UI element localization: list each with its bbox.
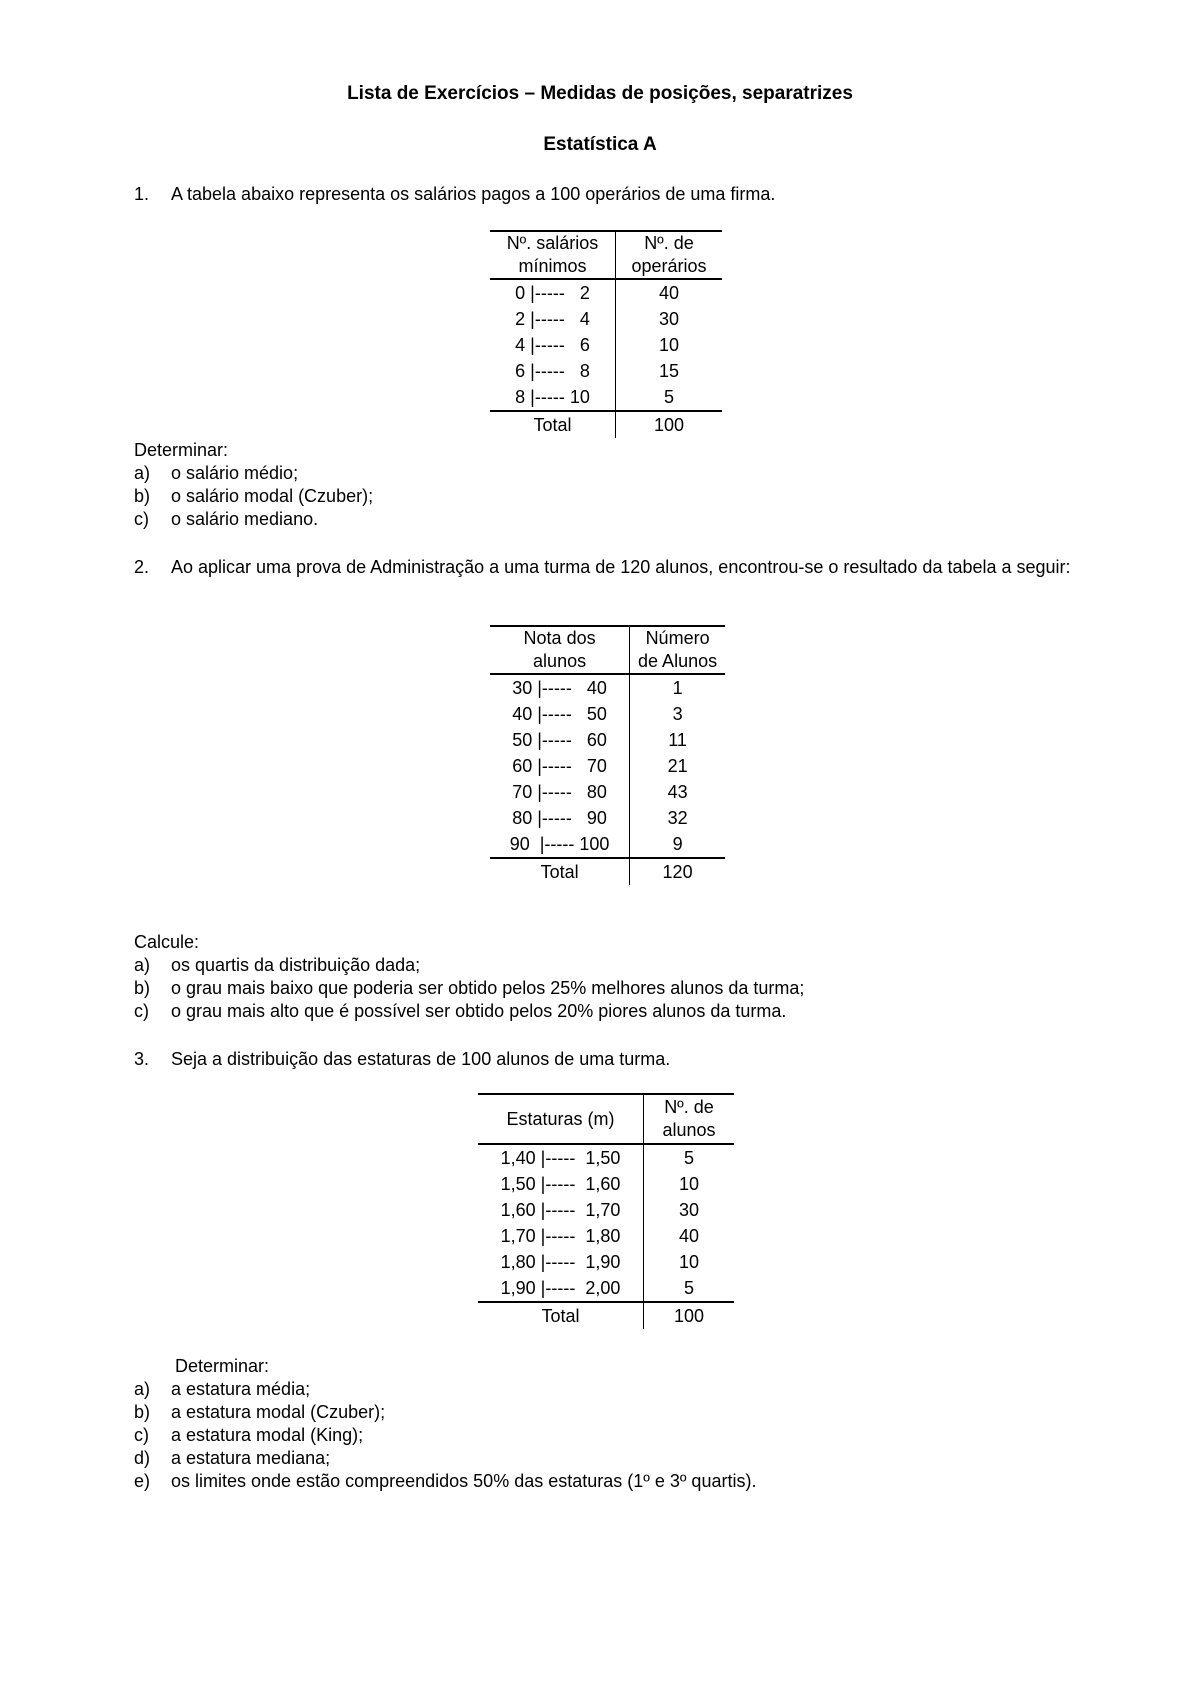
table-row bbox=[490, 358, 722, 384]
question-prompt: Calcule: bbox=[134, 932, 200, 952]
table-header-cell: Nº. salários mínimos bbox=[490, 231, 616, 279]
table-total-label: Total bbox=[490, 858, 630, 885]
question-number: 1. bbox=[134, 184, 150, 204]
table-total-label: Total bbox=[490, 411, 616, 438]
question-prompt: Determinar: bbox=[134, 440, 229, 460]
table-header-cell: Estaturas (m) bbox=[478, 1094, 644, 1144]
table-row bbox=[478, 1197, 734, 1223]
table-total-value: 120 bbox=[662, 862, 693, 882]
table-cell: 2 |----- 4 bbox=[490, 306, 616, 332]
table-cell: 80 |----- 90 bbox=[490, 805, 630, 831]
table-cell: 1,90 |----- 2,00 bbox=[478, 1275, 644, 1302]
item-label: b) bbox=[134, 486, 151, 506]
table-total-value: 100 bbox=[673, 1306, 705, 1326]
table-total-row bbox=[478, 1302, 734, 1329]
table-row bbox=[490, 332, 722, 358]
table-row bbox=[490, 701, 725, 727]
table-row bbox=[490, 674, 725, 701]
question-prompt: Determinar: bbox=[175, 1356, 270, 1376]
table-row bbox=[490, 306, 722, 332]
item-text: o grau mais alto que é possível ser obtido pelos 20% piores alunos da turma. bbox=[171, 1001, 787, 1021]
table-header-row bbox=[490, 626, 725, 674]
document-title: Lista de Exercícios – Medidas de posições, separatrizes bbox=[347, 83, 853, 104]
item-label: b) bbox=[134, 1402, 151, 1422]
item-text: a estatura mediana; bbox=[171, 1448, 331, 1468]
table-cell: 1,60 |----- 1,70 bbox=[478, 1197, 644, 1223]
table-header-cell: Nº. de alunos bbox=[662, 1097, 716, 1140]
question-text: Seja a distribuição das estaturas de 100 alunos de uma turma. bbox=[171, 1049, 671, 1069]
item-text: a estatura média; bbox=[171, 1379, 311, 1399]
table-total-row bbox=[490, 411, 722, 438]
question-number: 2. bbox=[134, 557, 150, 577]
item-text: os quartis da distribuição dada; bbox=[171, 955, 421, 975]
item-label: d) bbox=[134, 1448, 151, 1468]
table-row bbox=[478, 1249, 734, 1275]
table-header-row bbox=[478, 1094, 734, 1144]
table-cell: 8 |----- 10 bbox=[490, 384, 616, 411]
table-cell: 1,40 |----- 1,50 bbox=[478, 1144, 644, 1171]
table-estaturas bbox=[478, 1093, 734, 1329]
item-text: os limites onde estão compreendidos 50% das estaturas (1º e 3º quartis). bbox=[171, 1471, 757, 1491]
table-cell: 30 bbox=[678, 1200, 700, 1220]
item-label: c) bbox=[134, 509, 149, 529]
table-cell: 10 bbox=[658, 335, 680, 355]
table-cell: 0 |----- 2 bbox=[490, 279, 616, 306]
item-text: a estatura modal (King); bbox=[171, 1425, 364, 1445]
table-cell: 90 |----- 100 bbox=[490, 831, 630, 858]
table-cell: 40 |----- 50 bbox=[490, 701, 630, 727]
item-label: a) bbox=[134, 1379, 151, 1399]
item-label: c) bbox=[134, 1425, 149, 1445]
table-cell: 5 bbox=[644, 1275, 735, 1302]
item-label: c) bbox=[134, 1001, 149, 1021]
question-1 bbox=[134, 184, 1114, 206]
table-total-value: 100 bbox=[653, 415, 685, 435]
question-number: 3. bbox=[134, 1049, 150, 1069]
table-cell: 43 bbox=[667, 782, 688, 802]
table-cell: 1 bbox=[672, 678, 683, 698]
table-row bbox=[490, 384, 722, 411]
table-notas bbox=[490, 625, 725, 885]
table-row bbox=[478, 1171, 734, 1197]
table-header-cell: Nota dos alunos bbox=[490, 626, 630, 674]
table-row bbox=[490, 753, 725, 779]
question-text: A tabela abaixo representa os salários pagos a 100 operários de uma firma. bbox=[171, 184, 776, 204]
table-cell: 10 bbox=[678, 1174, 700, 1194]
table-cell: 6 |----- 8 bbox=[490, 358, 616, 384]
table-cell: 1,70 |----- 1,80 bbox=[478, 1223, 644, 1249]
table-cell: 15 bbox=[658, 361, 680, 381]
table-cell: 4 |----- 6 bbox=[490, 332, 616, 358]
table-row bbox=[490, 279, 722, 306]
table-row bbox=[490, 831, 725, 858]
item-label: b) bbox=[134, 978, 151, 998]
table-header-row bbox=[490, 231, 722, 279]
table-cell: 40 bbox=[658, 283, 680, 303]
table-cell: 10 bbox=[678, 1252, 700, 1272]
table-cell: 21 bbox=[667, 756, 688, 776]
table-cell: 5 bbox=[616, 384, 723, 411]
document-subtitle: Estatística A bbox=[543, 134, 657, 155]
item-label: a) bbox=[134, 463, 151, 483]
item-label: e) bbox=[134, 1471, 151, 1491]
table-row bbox=[490, 779, 725, 805]
table-row bbox=[478, 1275, 734, 1302]
question-text: Ao aplicar uma prova de Administração a uma turma de 120 alunos, encontrou-se o resultado da tabela a seguir: bbox=[171, 557, 1071, 577]
table-row bbox=[490, 805, 725, 831]
table-cell: 30 |----- 40 bbox=[490, 674, 630, 701]
table-total-label: Total bbox=[478, 1302, 644, 1329]
table-cell: 40 bbox=[678, 1226, 700, 1246]
table-cell: 32 bbox=[667, 808, 688, 828]
table-header-cell: Nº. de operários bbox=[631, 233, 707, 276]
table-row bbox=[478, 1144, 734, 1171]
table-row bbox=[478, 1223, 734, 1249]
table-cell: 5 bbox=[683, 1148, 694, 1168]
item-label: a) bbox=[134, 955, 151, 975]
table-cell: 9 bbox=[630, 831, 725, 858]
table-row bbox=[490, 727, 725, 753]
table-cell: 50 |----- 60 bbox=[490, 727, 630, 753]
table-salarios bbox=[490, 230, 722, 438]
table-cell: 1,50 |----- 1,60 bbox=[478, 1171, 644, 1197]
item-text: a estatura modal (Czuber); bbox=[171, 1402, 386, 1422]
item-text: o salário médio; bbox=[171, 463, 299, 483]
question-2 bbox=[134, 557, 1114, 579]
table-cell: 60 |----- 70 bbox=[490, 753, 630, 779]
table-cell: 70 |----- 80 bbox=[490, 779, 630, 805]
table-total-row bbox=[490, 858, 725, 885]
item-text: o salário mediano. bbox=[171, 509, 319, 529]
table-cell: 11 bbox=[668, 730, 687, 750]
question-3 bbox=[134, 1049, 1114, 1071]
table-cell: 3 bbox=[672, 704, 683, 724]
item-text: o grau mais baixo que poderia ser obtido pelos 25% melhores alunos da turma; bbox=[171, 978, 805, 998]
table-cell: 30 bbox=[658, 309, 680, 329]
table-header-cell: Número de Alunos bbox=[638, 628, 718, 671]
table-cell: 1,80 |----- 1,90 bbox=[478, 1249, 644, 1275]
item-text: o salário modal (Czuber); bbox=[171, 486, 374, 506]
